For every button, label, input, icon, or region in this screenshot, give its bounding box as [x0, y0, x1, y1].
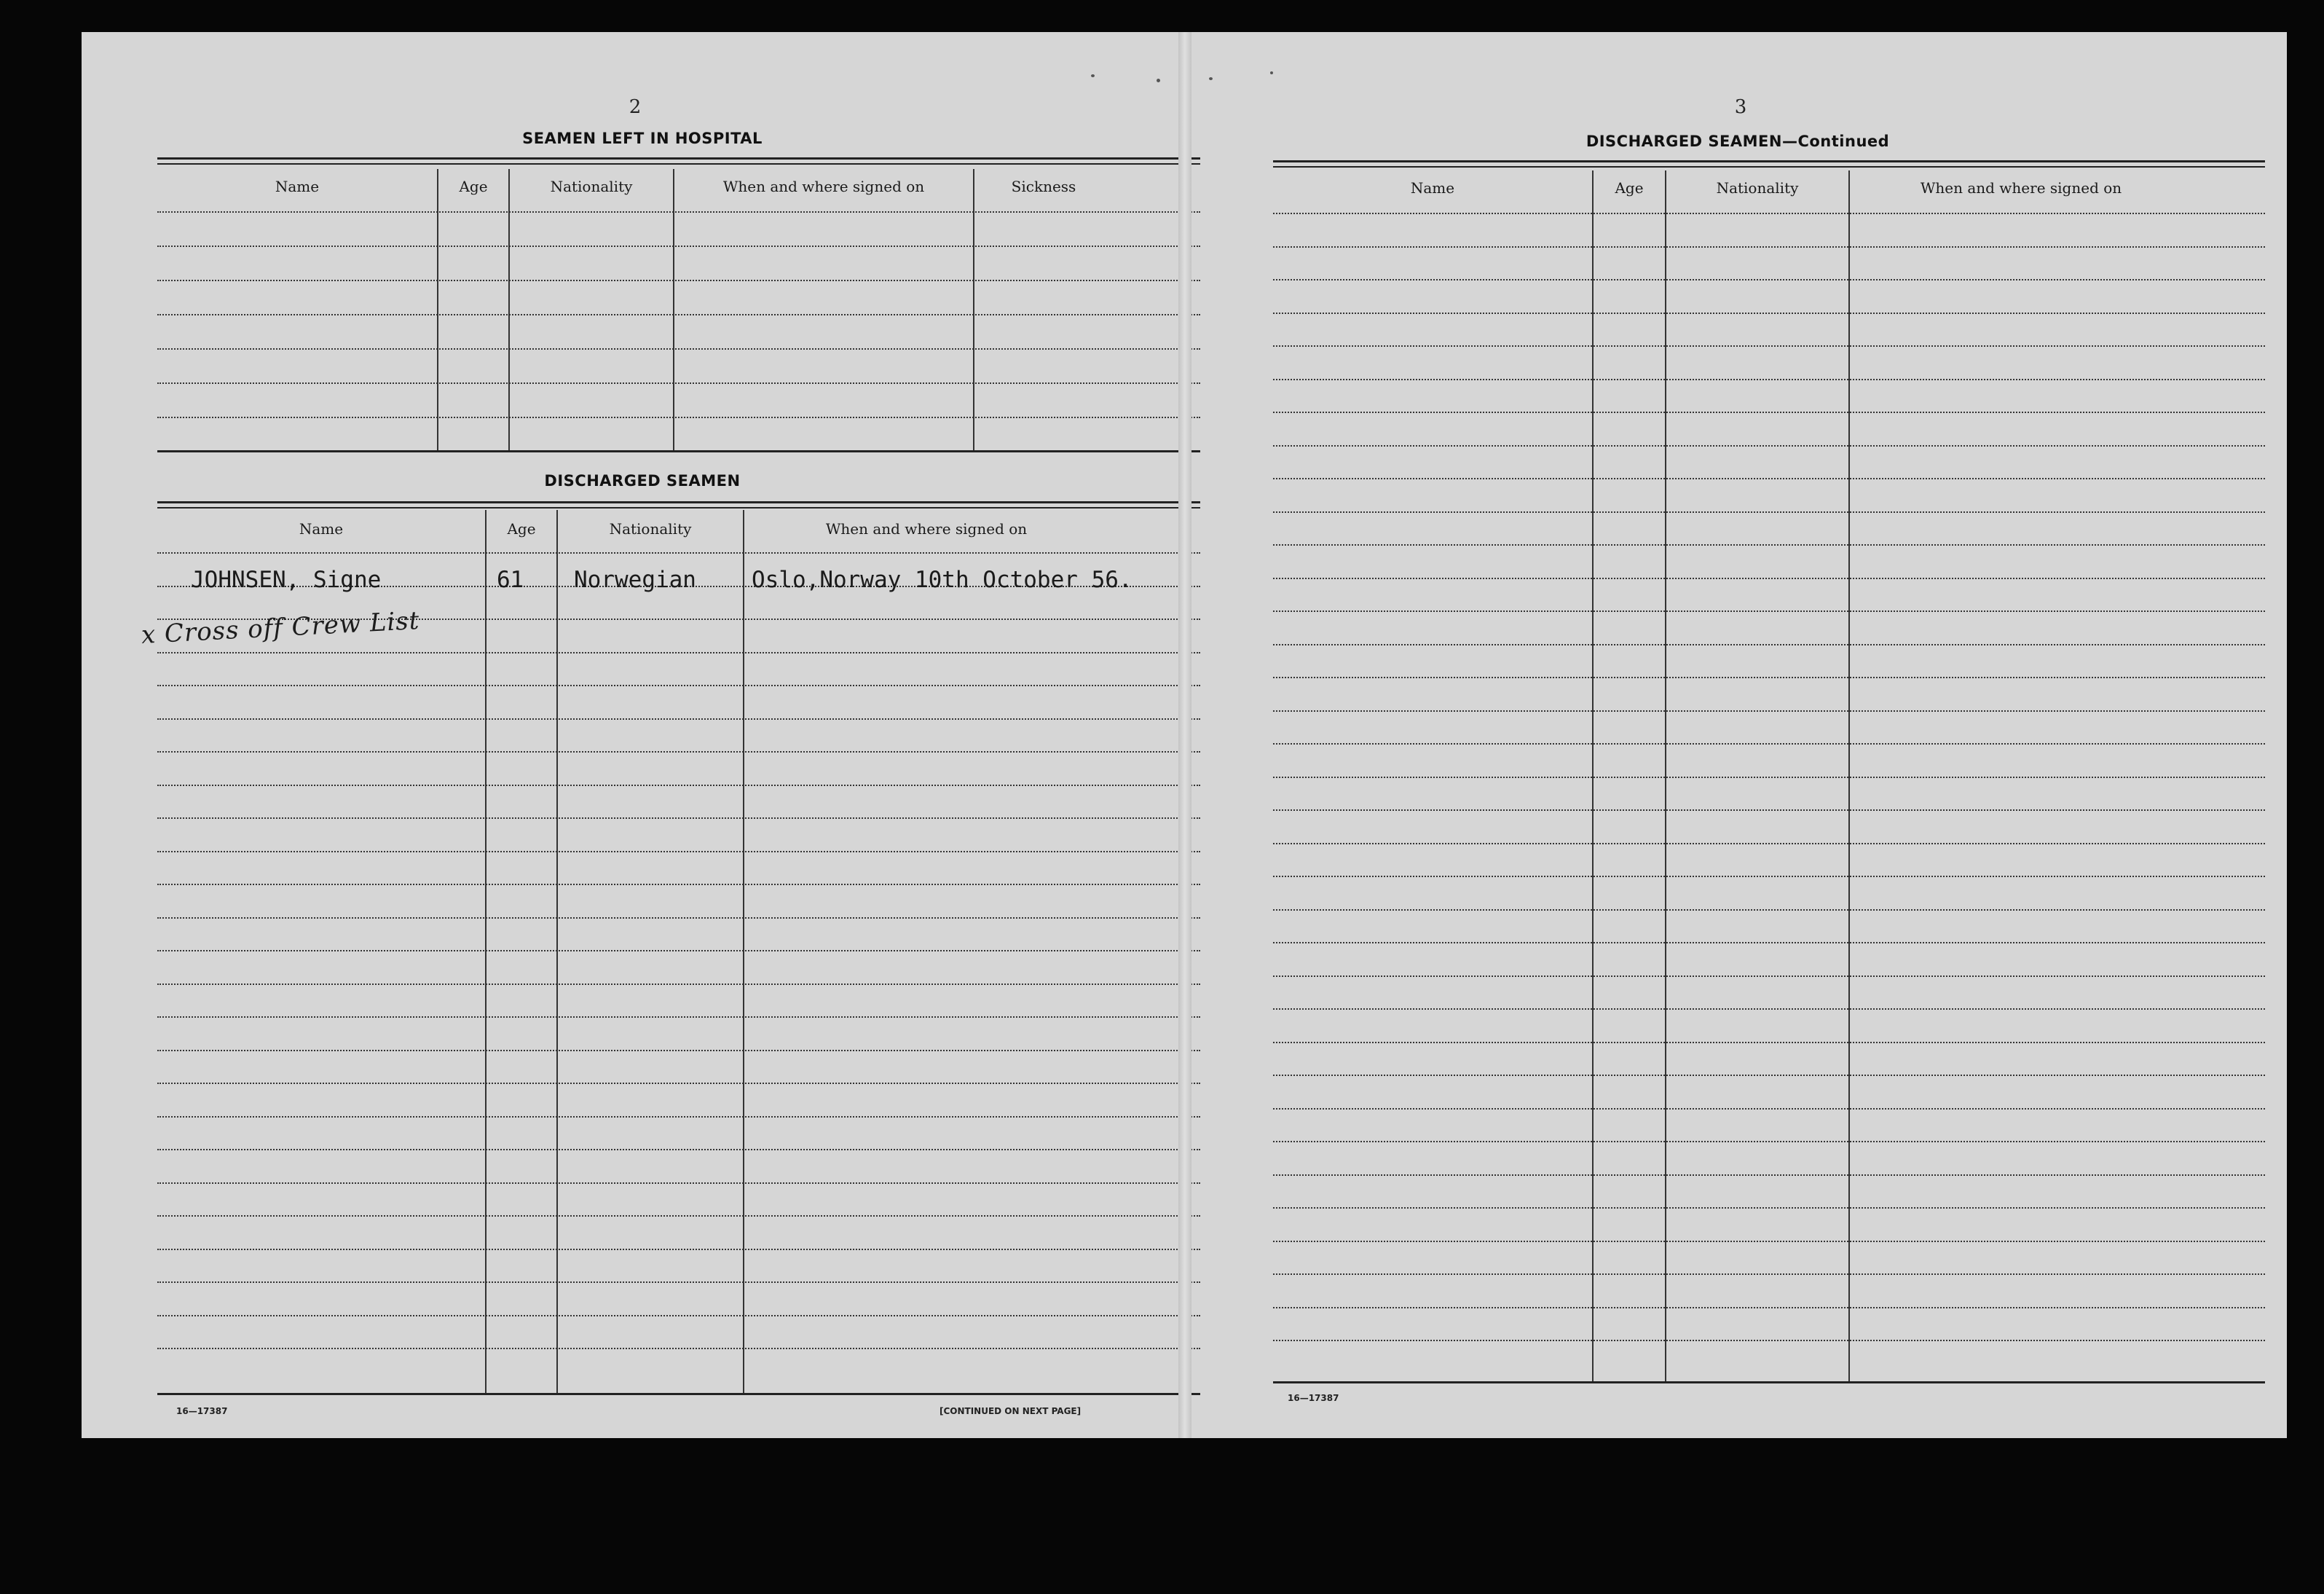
ruled-line — [1273, 445, 2265, 447]
left-page — [82, 32, 1181, 1438]
ruled-line — [1273, 1108, 2265, 1110]
handwritten-note: x Cross off Crew List — [140, 605, 421, 650]
ruled-line — [1273, 1042, 2265, 1043]
right-top-rule — [1273, 160, 2265, 162]
ruled-line — [1273, 345, 2265, 347]
discharged-col-nationality: Nationality — [609, 520, 692, 538]
ruled-line — [1273, 1340, 2265, 1341]
ruled-line — [1273, 246, 2265, 248]
ruled-line — [157, 851, 1200, 852]
ruled-line — [1273, 743, 2265, 745]
discharged-top-rule — [157, 501, 1200, 503]
ruled-line — [157, 950, 1200, 951]
ink-speck — [1209, 77, 1213, 80]
ruled-line — [157, 314, 1200, 315]
ruled-line — [1273, 1174, 2265, 1176]
ruled-line — [1273, 379, 2265, 380]
seaman-signed-on: Oslo,Norway 10th October 56. — [752, 567, 1133, 593]
hospital-col-age: Age — [459, 178, 488, 195]
ruled-line — [1273, 843, 2265, 844]
ruled-line — [157, 785, 1200, 786]
ruled-line — [157, 817, 1200, 819]
ruled-line — [1273, 412, 2265, 413]
right-bottom-rule — [1273, 1381, 2265, 1383]
ruled-line — [1273, 1008, 2265, 1010]
ruled-line — [1273, 677, 2265, 678]
ruled-line — [157, 246, 1200, 247]
continued-label: [CONTINUED ON NEXT PAGE] — [940, 1406, 1082, 1416]
ruled-line — [1273, 1273, 2265, 1275]
form-number: 16—17387 — [1288, 1393, 1339, 1403]
ruled-line — [1273, 1207, 2265, 1209]
ruled-line — [157, 417, 1200, 418]
ruled-line — [1273, 644, 2265, 645]
ruled-line — [157, 1281, 1200, 1283]
ink-speck — [1091, 74, 1095, 77]
hospital-col-sickness: Sickness — [1011, 178, 1076, 195]
ruled-line — [157, 1016, 1200, 1018]
ruled-line — [1273, 942, 2265, 943]
right-page — [1189, 32, 2287, 1438]
ruled-line — [157, 1348, 1200, 1349]
ruled-line — [157, 917, 1200, 919]
ruled-line — [1273, 1307, 2265, 1308]
ruled-line — [1273, 544, 2265, 546]
hospital-col-nationality: Nationality — [550, 178, 633, 195]
hospital-top-rule-2 — [157, 163, 1200, 165]
discharged-section-title: DISCHARGED SEAMEN — [544, 472, 741, 490]
ruled-line — [157, 1249, 1200, 1250]
discharged-col-signed-on: When and where signed on — [825, 520, 1028, 538]
ruled-line — [157, 1315, 1200, 1316]
ruled-line — [1273, 1241, 2265, 1242]
ruled-line — [157, 552, 1200, 554]
discharged-col-divider — [743, 510, 744, 1393]
ruled-line — [1273, 511, 2265, 513]
ruled-line — [157, 685, 1200, 686]
ruled-line — [1273, 610, 2265, 612]
hospital-bottom-rule — [157, 450, 1200, 452]
right-section-title — [1189, 133, 2287, 150]
seaman-nationality: Norwegian — [574, 567, 696, 593]
right-title-main: DISCHARGED SEAMEN — [1586, 133, 1782, 150]
ruled-line — [1273, 777, 2265, 778]
ruled-line — [157, 652, 1200, 653]
ruled-line — [1273, 578, 2265, 579]
ruled-line — [157, 884, 1200, 885]
form-number: 16—17387 — [176, 1406, 228, 1416]
seaman-age: 61 — [497, 567, 524, 593]
right-col-name: Name — [1410, 179, 1455, 197]
hospital-top-rule — [157, 157, 1200, 160]
discharged-col-name: Name — [299, 520, 344, 538]
ruled-line — [1273, 1141, 2265, 1142]
ruled-line — [157, 1083, 1200, 1084]
ruled-line — [157, 348, 1200, 350]
ruled-line — [1273, 975, 2265, 977]
right-col-age: Age — [1615, 179, 1644, 197]
ruled-line — [157, 382, 1200, 384]
ruled-line — [1273, 213, 2265, 214]
ruled-line — [157, 211, 1200, 213]
discharged-col-divider — [485, 510, 487, 1393]
ink-speck — [1270, 71, 1273, 74]
ink-speck — [1157, 79, 1160, 82]
page-number: 2 — [629, 96, 642, 118]
ruled-line — [157, 1182, 1200, 1184]
ruled-line — [1273, 1075, 2265, 1076]
page-number: 3 — [1734, 96, 1747, 118]
ruled-line — [1273, 809, 2265, 811]
ruled-line — [157, 1149, 1200, 1150]
ruled-line — [157, 984, 1200, 985]
hospital-col-signed-on: When and where signed on — [722, 178, 925, 195]
ruled-line — [157, 280, 1200, 281]
ruled-line — [157, 1116, 1200, 1118]
discharged-top-rule-2 — [157, 507, 1200, 509]
discharged-col-divider — [556, 510, 558, 1393]
right-top-rule-2 — [1273, 166, 2265, 168]
ruled-line — [1273, 710, 2265, 712]
hospital-section-title: SEAMEN LEFT IN HOSPITAL — [522, 130, 763, 147]
ruled-line — [157, 718, 1200, 720]
ruled-line — [1273, 909, 2265, 911]
right-col-signed-on: When and where signed on — [1920, 179, 2122, 197]
ruled-line — [1273, 478, 2265, 479]
ruled-line — [1273, 313, 2265, 314]
ruled-line — [1273, 279, 2265, 280]
right-col-nationality: Nationality — [1716, 179, 1799, 197]
hospital-col-name: Name — [275, 178, 320, 195]
seaman-name: JOHNSEN, Signe — [191, 567, 382, 593]
ruled-line — [157, 751, 1200, 753]
ruled-line — [157, 1215, 1200, 1217]
ruled-line — [1273, 876, 2265, 877]
ruled-line — [157, 1050, 1200, 1051]
discharged-col-age: Age — [507, 520, 536, 538]
scanned-sheet — [82, 32, 2287, 1438]
discharged-bottom-rule — [157, 1393, 1200, 1395]
right-title-suffix: —Continued — [1781, 133, 1890, 150]
